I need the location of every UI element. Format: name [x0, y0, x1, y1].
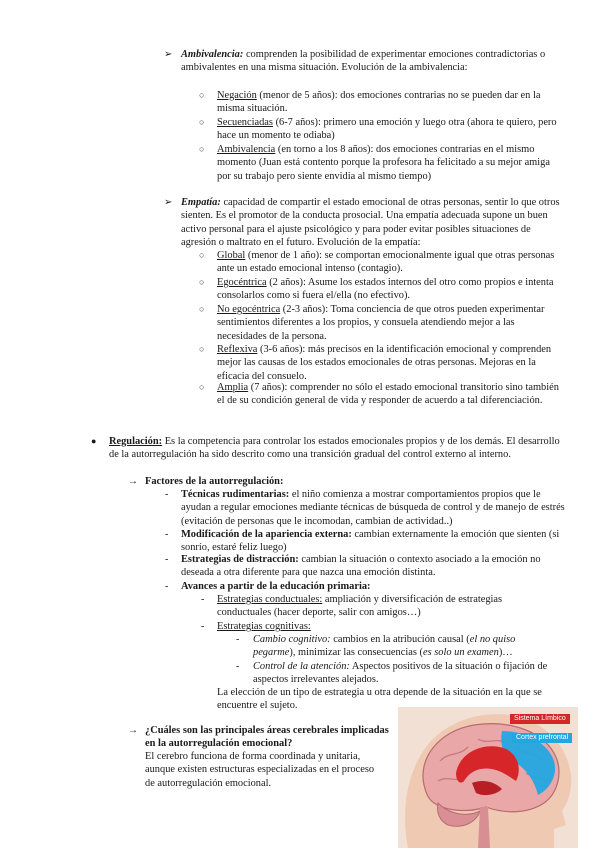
- brain-figure: [398, 707, 578, 848]
- dash-marker: -: [165, 489, 169, 500]
- item-term: Amplia: [217, 382, 249, 393]
- factor-item: [181, 488, 565, 528]
- dash-marker: -: [201, 621, 205, 632]
- empatia-item: [217, 276, 565, 303]
- circle-marker: ○: [199, 90, 205, 100]
- empatia-item: [217, 303, 565, 343]
- cambio-text: cambios en la atribución causal (: [330, 634, 470, 645]
- regulacion-term: Regulación:: [109, 436, 163, 447]
- item-term: No egocéntrica: [217, 304, 281, 315]
- cambio-cognitivo-item: [253, 633, 553, 660]
- eleccion-text: La elección de un tipo de estrategia u otra depende de la situación en la que se encuentre el sujeto.: [217, 687, 542, 712]
- cambio-example: es solo un examen: [422, 647, 499, 659]
- cambio-example: el no quiso pegarme: [253, 634, 516, 659]
- empatia-text: capacidad de compartir el estado emocional de otras personas, sentir lo que otros sienten. Es el promotor de la conducta prosocial. Una empatía adecuada supone un buen activo personal para el ajuste psicológico y para poder evitar posibles situaciones de agresión o maltrato en el futuro. Evolución de la empatía:: [181, 197, 560, 249]
- bullet-marker: ●: [91, 436, 97, 446]
- cambio-text: ), minimizar las consecuencias (: [289, 647, 423, 659]
- factor-item: [181, 528, 565, 555]
- factores-title: Factores de la autorregulación:: [145, 476, 284, 487]
- item-term: Negación: [217, 90, 257, 101]
- factor-term: Avances a partir de la educación primaria:: [181, 581, 371, 592]
- ambivalencia-term: Ambivalencia:: [181, 49, 244, 60]
- control-term: Control de la atención:: [253, 661, 350, 672]
- pregunta-text: El cerebro funciona de forma coordinada y unitaria, aunque existen estructuras especializadas en el proceso de autorregulación emocional.: [145, 751, 375, 789]
- dash-marker: -: [236, 661, 240, 672]
- item-term: Egocéntrica: [217, 277, 267, 288]
- item-text: (2-3 años): Toma conciencia de que otros pueden experimentar sentimientos diferentes a los propios, y consuela atendiendo mejor a las necesidades de la persona.: [217, 304, 545, 342]
- dash-marker: -: [201, 594, 205, 605]
- arrow-right-marker: →: [128, 476, 138, 487]
- empatia-item: [217, 381, 565, 408]
- circle-marker: ○: [199, 344, 205, 354]
- item-text: (menor de 5 años): dos emociones contrarias no se pueden dar en la misma situación.: [217, 90, 541, 115]
- conductuales-text: ampliación y diversificación de estrategias conductuales (hacer deporte, salir con amigos…): [217, 594, 503, 619]
- empatia-item: [217, 249, 565, 276]
- factor-text: cambian externamente la emoción que sienten (si sonrío, estaré feliz luego): [181, 529, 560, 554]
- arrow-marker: ➢: [164, 49, 173, 60]
- item-text: (2 años): Asume los estados internos del otro como propios e intenta consolarlos como si fuera el/ella (no efectivo).: [217, 277, 554, 302]
- pregunta-title: ¿Cuáles son las principales áreas cerebrales implicadas en la autorregulación emocional?: [145, 725, 389, 750]
- empatia-item: [217, 343, 565, 383]
- control-text: Aspectos positivos de la situación o fijación de aspectos irrelevantes alejados.: [253, 661, 548, 686]
- label-limbic: Sistema Límbico: [510, 714, 570, 724]
- empatia-paragraph: [181, 196, 565, 250]
- empatia-term: Empatía:: [181, 197, 221, 208]
- ambivalencia-text: comprenden la posibilidad de experimentar emociones contradictorias o ambivalentes en una misma situación. Evolución de la ambivalencia:: [181, 49, 546, 74]
- dash-marker: -: [236, 634, 240, 645]
- circle-marker: ○: [199, 382, 205, 392]
- circle-marker: ○: [199, 277, 205, 287]
- ambivalencia-item: [217, 143, 565, 183]
- item-text: (7 años): comprender no sólo el estado emocional transitorio sino también el de su condición general de vida y responder de acuerdo a tal diferenciación.: [217, 382, 559, 407]
- arrow-right-marker: →: [128, 725, 138, 736]
- circle-marker: ○: [199, 117, 205, 127]
- ambivalencia-item: [217, 89, 565, 116]
- circle-marker: ○: [199, 144, 205, 154]
- regulacion-paragraph: [109, 435, 565, 462]
- item-term: Secuenciadas: [217, 117, 273, 128]
- factor-term: Estrategias de distracción:: [181, 554, 299, 565]
- dash-marker: -: [165, 581, 169, 592]
- brainstem: [478, 807, 490, 848]
- circle-marker: ○: [199, 304, 205, 314]
- item-text: (en torno a los 8 años): dos emociones contrarias en el mismo momento (Juan está contento porque la profesora ha felicitado a su mejor amiga por su trabajo pero siente envidia al mismo tiempo): [217, 144, 550, 182]
- factor-item: [181, 553, 565, 580]
- item-text: (6-7 años): primero una emoción y luego otra (ahora te quiero, pero hace un momento te odiaba): [217, 117, 557, 142]
- item-term: Global: [217, 250, 246, 261]
- cognitivas-item: [217, 620, 537, 633]
- arrow-marker: ➢: [164, 197, 173, 208]
- circle-marker: ○: [199, 250, 205, 260]
- item-text: (3-6 años): más precisos en la identificación emocional y comprenden mejor las causas de los estados emocionales de otras personas. Mejoras en la eficacia del consuelo.: [217, 344, 552, 382]
- control-atencion-item: [253, 660, 553, 687]
- item-term: Ambivalencia: [217, 144, 276, 155]
- conductuales-term: Estrategias conductuales:: [217, 594, 323, 605]
- cambio-text: )…: [498, 647, 513, 659]
- factor-text: el niño comienza a mostrar comportamientos propios que le ayudan a regular emociones mediante técnicas de búsqueda de control y de manejo de estrés (evitación de personas que le incomodan, cambian de actividad..): [181, 489, 565, 527]
- cognitivas-term: Estrategias cognitivas:: [217, 621, 311, 632]
- dash-marker: -: [165, 554, 169, 565]
- factor-item: [181, 580, 565, 593]
- cambio-term: Cambio cognitivo:: [253, 634, 331, 645]
- dash-marker: -: [165, 529, 169, 540]
- ambivalencia-item: [217, 116, 565, 143]
- factor-text: cambian la situación o contexto asociado a la emoción no deseada a otra diferente para que nazca una emoción distinta.: [181, 554, 541, 579]
- factor-term: Técnicas rudimentarias:: [181, 489, 290, 500]
- label-prefrontal: Cortex prefrontal: [512, 733, 572, 743]
- factor-term: Modificación de la apariencia externa:: [181, 529, 352, 540]
- item-text: (menor de 1 año): se comportan emocionalmente igual que otras personas ante un estado emocional intenso (contagio).: [217, 250, 555, 275]
- ambivalencia-paragraph: [181, 48, 565, 75]
- conductuales-item: [217, 593, 537, 620]
- item-term: Reflexiva: [217, 344, 258, 355]
- brain-illustration: [398, 707, 578, 848]
- regulacion-text: Es la competencia para controlar los estados emocionales propios y de los demás. El desarrollo de la autorregulación ha sido descrito como una transición gradual del control externo al interno.: [109, 436, 560, 461]
